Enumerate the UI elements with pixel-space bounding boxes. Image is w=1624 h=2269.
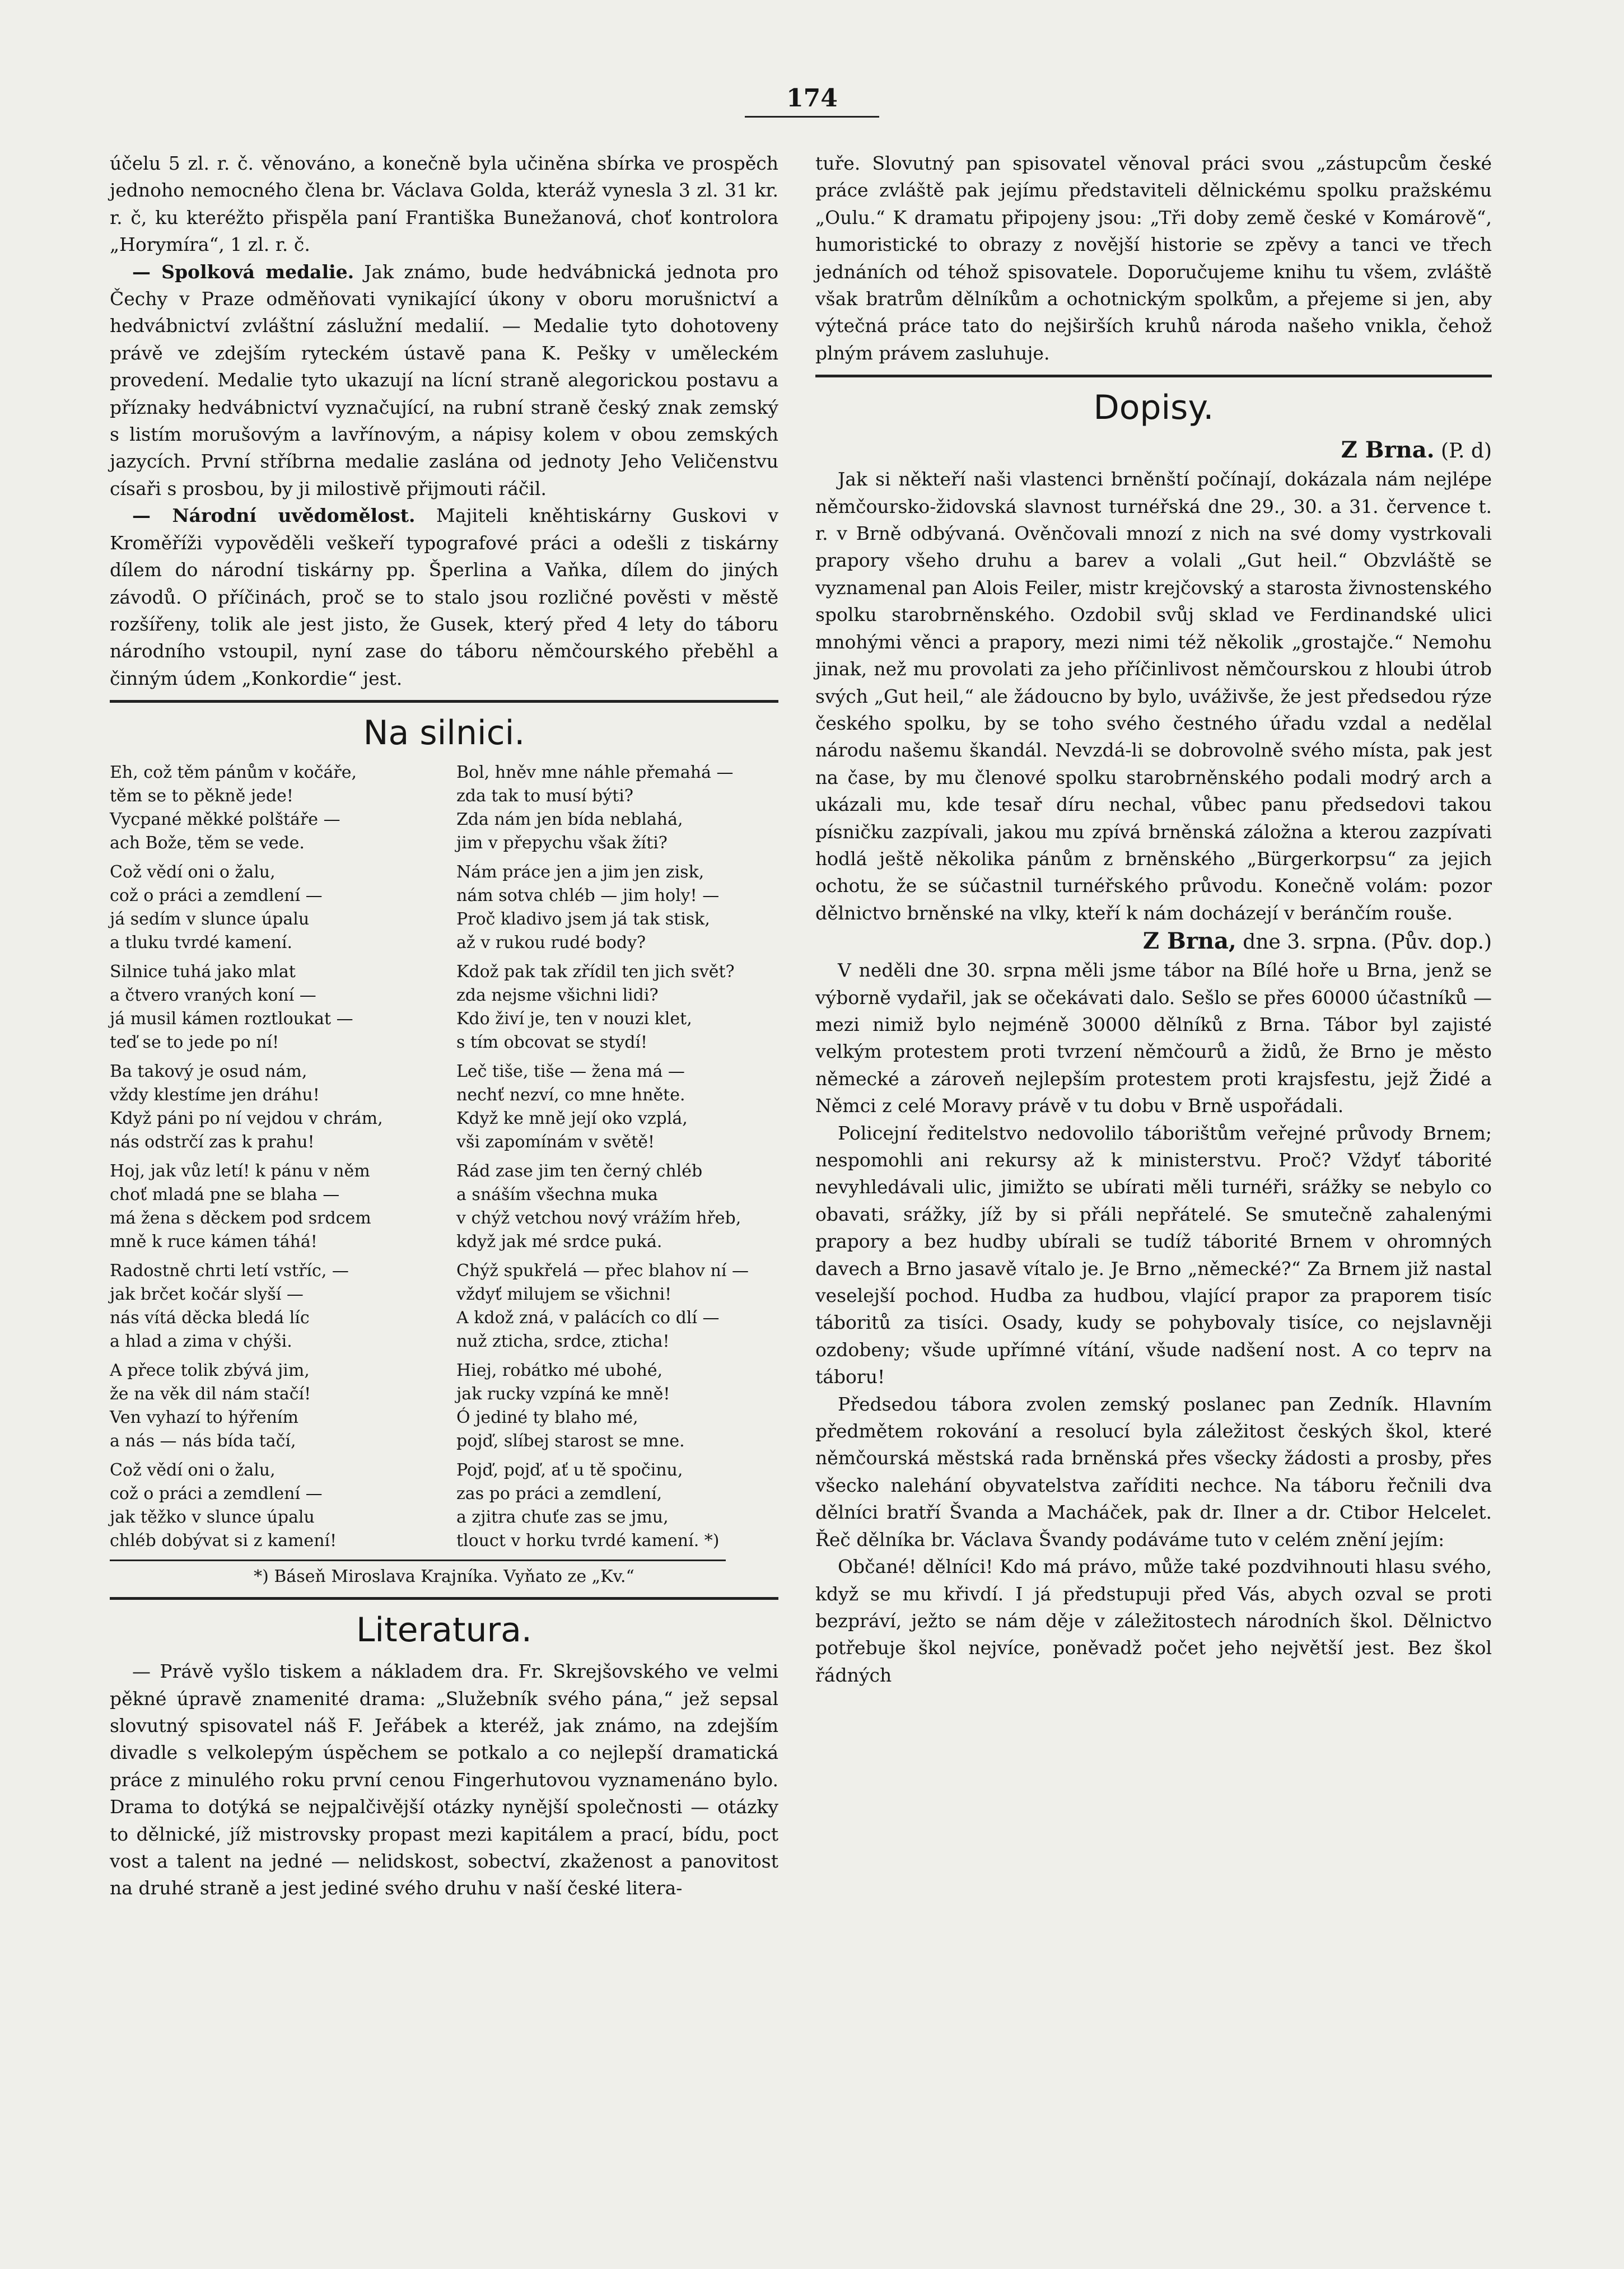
poem-line: teď se to jede po ní! [110,1033,279,1053]
report1-text: Jak si někteří naši vlastenci brněnští počínají, dokázala nám nejlépe němčoursko-židovská slavnost turnéřská dne 29., 30. a 31. července t. r. v Brně odbývaná. Ověnčovali mnozí z nich na své domy vystrkovali prapory všeho druhu a barev a volali „Gut heil.“ Obzvláště se vyznamenal pan Alois Feiler, mistr krejčovský a starosta živnostenského spolku starobrněnského. Ozdobil svůj sklad ve Ferdinandské ulici mnohými věnci a prapory, mezi nimi též několik „grostajče.“ Nemohu jinak, než mu provolati za jeho příčinlivost němčourskou z hloubi útrob svých „Gut heil,“ ale žádoucno by bylo, uváživše, že jest předsedou rýze českého spolku, by se toho svého čestného úřadu vzdal a nedělal národu našemu škandál. Nevzdá-li se dobrovolně svého místa, pak jest na čase, by mu členové spolku starobrněnského podali modrý arch a ukázali mu, kde tesař díru nechal, vůbec panu předsedovi takou písničku zazpívali, jakou mu zpívá brněnská záložna a kterou zazpívati hodlá ještě několika pánům z brněnského „Bürgerkorpsu“ za jejich ochotu, že se súčastnil turnéřského průvodu. Konečně volám: pozor dělnictvo brněnské na vlky, kteří k nám docházejí v beránčím rouše. [815,468,1492,924]
intro-paragraph: účelu 5 zl. r. č. věnováno, a konečně byla učiněna sbírka ve prospěch jednoho nemocného člena br. Václava Golda, kteráž vynesla 3 zl. 31 kr. r. č, ku kteréžto přispěla paní Františka Bunežanová, choť kontrolora „Horymíra“, 1 zl. r. č. [110,152,778,256]
poem-line: Ba takový je osud nám, [110,1062,307,1082]
poem-line: že na věk dil nám stačí! [110,1384,311,1404]
poem-line: vždyť milujem se všichni! [456,1285,672,1305]
report1-source: (P. d) [1441,440,1492,463]
news-item-medal [110,259,778,503]
news-item-awareness [110,502,778,692]
literature-text: — Právě vyšlo tiskem a nákladem dra. Fr. Skrejšovského ve velmi pěkné úpravě znamenité drama: „Služebník svého pána,“ jež sepsal slovutný spisovatel náš F. Jeřábek a kteréž, jak známo, na zdejším divadle s velkolepým úspěchem se potkalo a co nejlepší dramatická práce z minulého roku první cenou Fingerhutovou vyznamenáno bylo. Drama to dotýká se nejpalčivější otázky nynější společnosti — otázky to dělnické, jíž mistrovsky propast mezi kapitálem a prací, bídu, poct vost a talent na jedné — nelidskost, sobectví, zkaženost a panovitost na druhé straně a jest jediné svého druhu v naší české litera- [110,1660,778,1899]
right-column [815,150,1492,1689]
news-text-awareness: Majiteli kněhtiskárny Guskovi v Kroměříži vypověděli veškeří typografové práci a odešli z tiskárny dílem do národní tiskárny pp. Šperlina a Vaňka, dílem do jiných závodů. O příčinách, proč se to stalo jsou rozličné pověsti v městě rozšířeny, tolik ale jest jisto, že Gusek, který před 4 lety do táboru národního vstoupil, nyní zase do táboru němčourského přeběhl a činným údem „Konkordie“ jest. [110,505,778,689]
poem-stanza [456,861,778,955]
report1-place: Z Brna. [1341,437,1435,464]
poem-line: až v rukou rudé body? [456,933,646,953]
poem-stanza [456,1459,778,1553]
poem-line: Hoj, jak vůz letí! k pánu v něm [110,1161,370,1182]
report2-paragraph: V neděli dne 30. srpna měli jsme tábor na Bílé hoře u Brna, jenž se výborně vydařil, jak se očekávati dalo. Sešlo se přes 60000 účastníků — mezi nimiž bylo nejméně 30000 dělníků z Brna. Tábor byl zajisté velkým protestem proti tvrzení němčourů a židů, že Brno je město německé a zároveň nejlepším protestem proti krajsfestu, jejž Židé a Němci z celé Moravy právě v tu dobu v Brně uspořádali. [815,959,1492,1117]
poem-stanza [110,1459,432,1553]
section-divider [110,1597,778,1600]
poem-line: a zjitra chuťe zas se jmu, [456,1507,669,1528]
poem-line: Pojď, pojď, ať u tě spočinu, [456,1460,683,1481]
poem [110,761,778,1558]
poem-line: má žena s děckem pod srdcem [110,1208,371,1229]
poem-line: Vycpané měkké polštáře — [110,810,340,830]
poem-footnote: *) Báseň Miroslava Krajníka. Vyňato ze „Kv.“ [254,1567,634,1587]
poem-line: Ó jediné ty blaho mé, [456,1408,638,1428]
report2-date: dne 3. srpna. (Pův. dop.) [1243,931,1492,954]
poem-line: mně k ruce kámen táhá! [110,1232,318,1252]
poem-line: Kdo živí je, ten v nouzi klet, [456,1009,692,1029]
poem-line: s tím obcovat se stydí! [456,1033,648,1053]
poem-line: nás vítá děcka bledá líc [110,1308,310,1328]
poem-stanza [456,1160,778,1254]
poem-line: Hiej, robátko mé ubohé, [456,1361,663,1381]
poem-line: nás odstrčí zas k prahu! [110,1132,315,1152]
section-divider [815,375,1492,377]
poem-line: zda nejsme všichni lidi? [456,986,659,1006]
poem-line: což o práci a zemdlení — [110,886,323,906]
letters-title: Dopisy. [1093,388,1214,428]
poem-line: Když ke mně její oko vzplá, [456,1109,688,1129]
poem-line: nechť nezví, co mne hněte. [456,1085,685,1105]
poem-line: Ven vyhazí to hýřením [110,1408,298,1428]
poem-line: když jak mé srdce puká. [456,1232,662,1252]
poem-line: jak rucky vzpíná ke mně! [456,1384,670,1404]
poem-line: Když páni po ní vejdou v chrám, [110,1109,383,1129]
poem-line: a tluku tvrdé kamení. [110,933,292,953]
poem-line: A přece tolik zbývá jim, [110,1361,310,1381]
poem-line: a čtvero vraných koní — [110,986,316,1006]
poem-line: zas po práci a zemdlení, [456,1484,662,1504]
poem-stanza [110,1060,432,1154]
poem-line: Bol, hněv mne náhle přemahá — [456,763,734,783]
poem-stanza [110,1160,432,1254]
poem-line: jak brčet kočár slyší — [110,1285,304,1305]
poem-line: Rád zase jim ten černý chléb [456,1161,703,1182]
report2-paragraph: Policejní ředitelstvo nedovolilo táborištům veřejné průvody Brnem; nespomohli ani rekursy až k ministerstvu. Proč? Vždyť táborité nevyhledávali ulic, jimižto se ubírati měli turnéři, srážky se nebylo co obavati, srážky, jíž by si přáli nepřátelé. Se smutečně zahalenými prapory a bez hudby ubírali se tudíž táborité Brnem v ohromných davech a Brno jasavě vítalo je. Je Brno „německé?“ Za Brnem již nastal veselejší pochod. Hudba za hudbou, vlající prapor za praporem tisíc táboritů za tisíci. Osady, kudy se pohybovaly tisíce, co nejslavněji ozdobeny; všude upřímné vítání, všude nadšení nost. A co teprv na táboru! [815,1122,1492,1388]
poem-line: Což vědí oni o žalu, [110,1460,276,1481]
poem-line: Chýž spukřelá — přec blahov ní — [456,1261,749,1281]
left-column [110,150,778,1902]
poem-line: vši zapomínám v světě! [456,1132,655,1152]
poem-line: Eh, což těm pánům v kočáře, [110,763,357,783]
poem-line: Kdož pak tak zřídil ten jich svět? [456,962,735,982]
page-number: 174 [745,84,879,118]
poem-line: choť mladá pne se blaha — [110,1185,340,1205]
poem-stanza [110,1259,432,1353]
poem-line: ach Bože, těm se vede. [110,833,305,853]
poem-stanza [456,1259,778,1353]
literature-title: Literatura. [356,1610,533,1650]
news-text-medal: Jak známo, bude hedvábnická jednota pro Čechy v Praze odměňovati vynikající úkony v oboru morušnictví a hedvábnictví zvláštní záslužní medalií. — Medalie tyto dohotoveny právě ve zdejším ryteckém ústavě pana K. Pešky v uměleckém provedení. Medalie tyto ukazují na lícní straně alegorickou postavu a příznaky hedvábnictví vyznačující, na rubní straně český znak zemský s listím morušovým a lavřínovým, a nápisy kolem v obou zemských jazycích. První stříbrna medalie zaslána od jednoty Jeho Veličenstvu císaři s prosbou, by ji milostivě přijmouti ráčil. [110,260,778,499]
news-heading-awareness: — Národní uvědomělost. [132,505,416,527]
poem-line: chléb dobývat si z kamení! [110,1531,337,1551]
poem-line: a hlad a zima v chýši. [110,1332,292,1352]
poem-line: což o práci a zemdlení — [110,1484,323,1504]
report2-paragraph: Občané! dělníci! Kdo má právo, může také pozdvihnouti hlasu svého, když se mu křivdí. I já předstupuji před Vás, abych ozval se proti bezpráví, ježto se nám děje v záležitostech národních škol. Dělnictvo potřebuje škol nejvíce, poněvadž počet jeho největší jest. Bez škol řádných [815,1556,1492,1686]
poem-line: Proč kladivo jsem já tak stisk, [456,909,710,930]
report2-place: Z Brna, [1142,928,1236,955]
poem-line: Což vědí oni o žalu, [110,862,276,883]
poem-stanza [456,761,778,855]
poem-stanza [110,960,432,1054]
poem-line: jak těžko v slunce úpalu [110,1507,315,1528]
poem-line: pojď, slíbej starost se mne. [456,1431,685,1451]
poem-line: zda tak to musí býti? [456,786,633,806]
poem-line: Nám práce jen a jim jen zisk, [456,862,704,883]
poem-line: a nás — nás bída tačí, [110,1431,296,1451]
poem-stanza [110,861,432,955]
poem-line: jim v přepychu však žíti? [456,833,668,853]
literature-continuation: tuře. Slovutný pan spisovatel věnoval práci svou „zástupcům české práce zvláště pak jejímu představiteli dělnickému spolku pražskému „Oulu.“ K dramatu připojeny jsou: „Tři doby země české v Komárově“, humoristické to obrazy z novější historie se zpěvy a tanci ve třech jednáních od téhož spisovatele. Doporučujeme knihu tu všem, zvláště však bratrům dělníkům a ochotnickým spolkům, a přejeme si jen, aby výtečná práce tato do nejširších kruhů národa našeho vnikla, čehož plným právem zasluhuje. [815,152,1492,364]
footnote-divider [110,1560,726,1561]
section-divider [110,700,778,703]
poem-line: já musil kámen roztloukat — [110,1009,353,1029]
poem-line: vždy klestíme jen dráhu! [110,1085,320,1105]
poem-line: já sedím v slunce úpalu [110,909,310,930]
poem-stanza [456,1359,778,1453]
poem-line: nuž zticha, srdce, zticha! [456,1332,670,1352]
news-heading-medal: — Spolková medalie. [132,260,354,283]
poem-stanza [456,960,778,1054]
poem-stanza [110,1359,432,1453]
poem-line: a snáším všechna muka [456,1185,658,1205]
report2-header [815,927,1492,957]
poem-line: Radostně chrti letí vstříc, — [110,1261,349,1281]
poem-line: Silnice tuhá jako mlat [110,962,296,982]
poem-line: těm se to pěkně jede! [110,786,293,806]
poem-stanza [456,1060,778,1154]
poem-line: tlouct v horku tvrdé kamení. *) [456,1531,720,1551]
poem-stanza [110,761,432,855]
poem-left-column [110,761,432,1558]
poem-line: Leč tiše, tiše — žena má — [456,1062,685,1082]
poem-title: Na silnici. [363,713,525,753]
poem-line: v chýž vetchou nový vrážím hřeb, [456,1208,741,1229]
poem-line: A kdož zná, v palácích co dlí — [456,1308,720,1328]
report2-paragraph: Předsedou tábora zvolen zemský poslanec pan Zedník. Hlavním předmětem rokování a resolucí byla záležitost českých škol, které němčourská městská rada brněnská přes všecky žádosti a prosby, přes všecko nalehání obyvatelstva zaříditi nechce. Na táboru řečnili dva dělníci bratří Švanda a Macháček, pak dr. Ilner a dr. Ctibor Helcelet. Řeč dělníka br. Václava Švandy podáváme tuto v celém znění jejím: [815,1393,1492,1551]
report1-header [815,436,1492,466]
poem-line: Zda nám jen bída neblahá, [456,810,683,830]
poem-line: nám sotva chléb — jim holy! — [456,886,720,906]
poem-right-column [456,761,778,1558]
